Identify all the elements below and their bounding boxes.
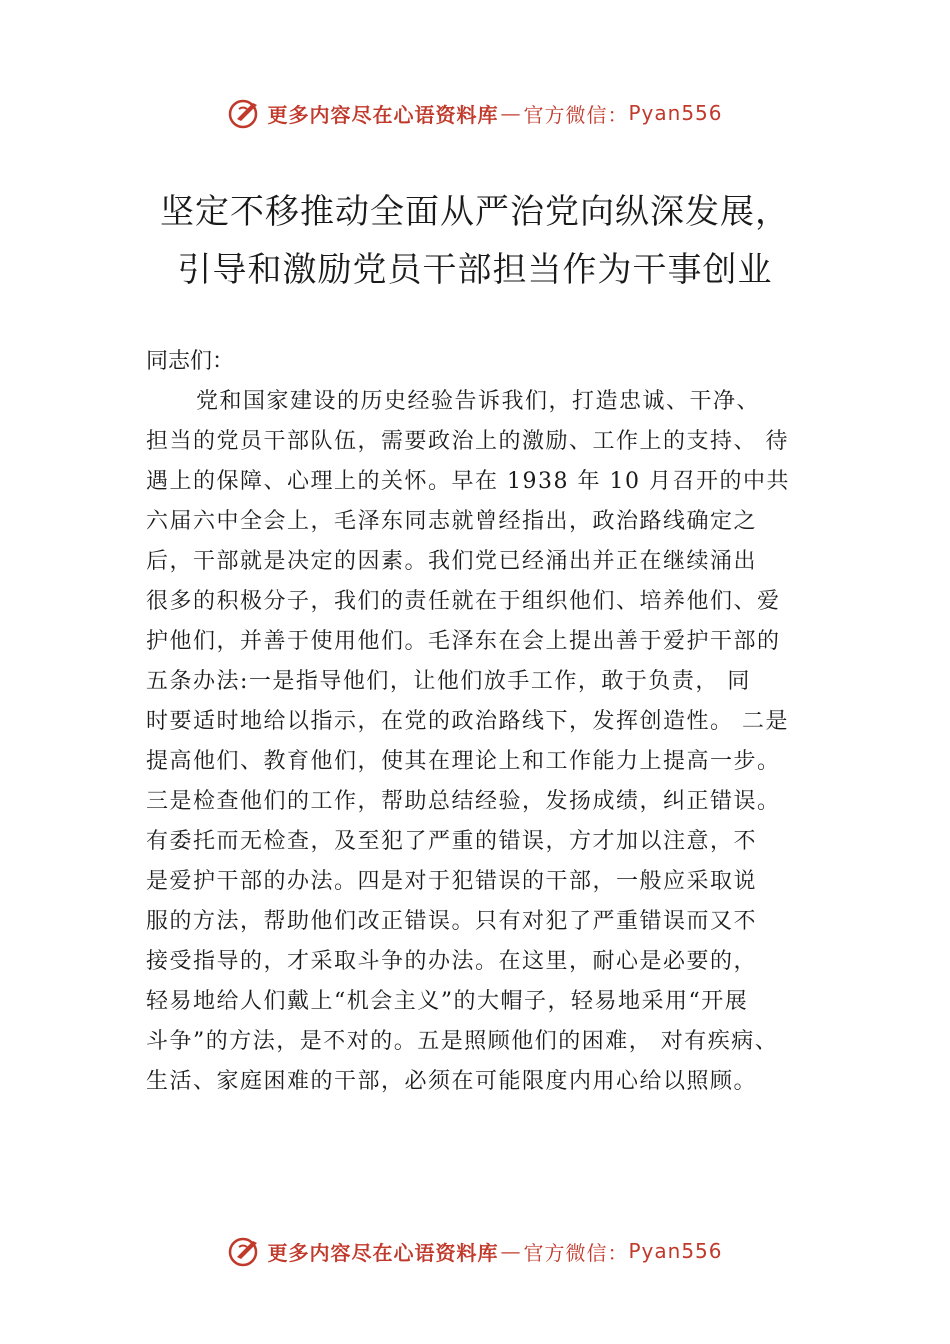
body-line: 担当的党员干部队伍，需要政治上的激励、工作上的支持、 待 [146,429,789,454]
body-line: 轻易地给人们戴上“机会主义”的大帽子，轻易地采用“开展 [146,989,749,1014]
brand-site-name: 更多内容尽在心语资料库 [267,102,499,127]
body-line: 六届六中全会上，毛泽东同志就曾经指出，政治路线确定之 [146,509,758,534]
brand-separator: — [500,1239,522,1263]
body-line: 有委托而无检查，及至犯了严重的错误，方才加以注意，不 [146,829,758,854]
body-line: 斗争”的方法，是不对的。五是照顾他们的困难， 对有疾病、 [146,1029,779,1054]
body-line: 党和国家建设的历史经验告诉我们，打造忠诚、干净、 [196,389,761,414]
brand-wechat-id: Pyan556 [628,1239,723,1263]
body-line: 很多的积极分子，我们的责任就在于组织他们、培养他们、爱 [146,589,781,614]
title-line-2: 引导和激励党员干部担当作为干事创业 [177,250,773,290]
footer-watermark [0,1233,950,1269]
brand-logo-icon [227,95,263,131]
body-line: 是爱护干部的办法。四是对于犯错误的干部，一般应采取说 [146,869,758,894]
body-line: 护他们，并善于使用他们。毛泽东在会上提出善于爱护干部的 [146,629,781,654]
body-line: 五条办法:一是指导他们，让他们放手工作，敢于负责， 同 [146,669,751,694]
body-line: 服的方法，帮助他们改正错误。只有对犯了严重错误而又不 [146,909,758,934]
body-line: 接受指导的，才采取斗争的办法。在这里，耐心是必要的， [146,949,758,974]
brand-logo-icon [227,1233,263,1269]
body-line: 提高他们、教育他们，使其在理论上和工作能力上提高一步。 [146,749,781,774]
body-line: 遇上的保障、心理上的关怀。早在 1938 年 10 月召开的中共 [146,469,790,494]
body-line: 三是检查他们的工作，帮助总结经验，发扬成绩，纠正错误。 [146,789,781,814]
title-line-1: 坚定不移推动全面从严治党向纵深发展， [160,192,790,232]
body-paragraph [146,382,826,1102]
header-watermark [0,95,950,131]
body-line: 时要适时地给以指示，在党的政治路线下，发挥创造性。 二是 [146,709,789,734]
body-line: 生活、家庭困难的干部，必须在可能限度内用心给以照顾。 [146,1069,758,1094]
brand-wechat-label: 官方微信： [523,102,629,127]
brand-separator: — [500,101,522,125]
document-title [0,183,950,299]
salutation: 同志们： [146,349,235,374]
body-line: 后，干部就是决定的因素。我们党已经涌出并正在继续涌出 [146,549,758,574]
brand-site-name: 更多内容尽在心语资料库 [267,1240,499,1265]
brand-wechat-label: 官方微信： [523,1240,629,1265]
brand-wechat-id: Pyan556 [628,101,723,125]
